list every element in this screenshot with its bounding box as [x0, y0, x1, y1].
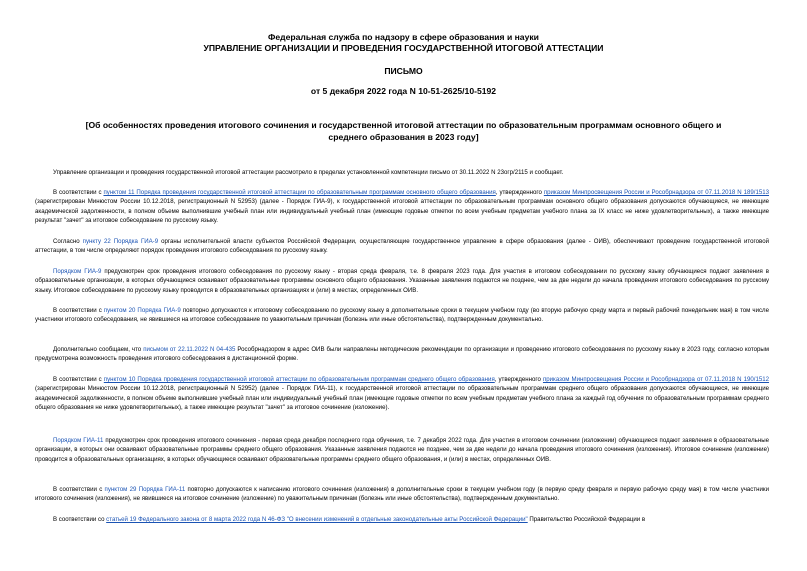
paragraph-text: Рособрнадзором в адрес ОИВ были направлены методические рекомендации по организации и проведению итогового собеседования по русскому языку в 2023 году, согласно которым предусмотрена возможность проведения итогового собеседования в дистанционной форме. — [35, 346, 769, 363]
paragraph-text: предусмотрен срок проведения итогового сочинения - первая среда декабря последнего года обучения, т.е. 7 декабря 2022 года. Для участия в итоговом сочинении (изложении) обучающиеся подают заявления в образовательные организации, в которых они осваивают образовательные программы среднего общего образования. Указанные заявления подаются не позднее, чем за две недели до начала проведения итогового сочинения (изложения). Итоговое сочинение (изложение) проводится в образовательных организациях, в которых обучающиеся осваивают образовательные программы среднего общего образования, и (или) в местах, определенных ОИВ. — [35, 437, 769, 463]
paragraph-text: Дополнительно сообщаем, что — [53, 346, 144, 353]
paragraph-gia11-admission — [35, 375, 769, 413]
link-federal-law-46fz[interactable]: статьей 19 Федерального закона от 8 марта 2022 года N 46-ФЗ "О внесении изменений в отдельные законодательные акты Российской Федерации" — [106, 516, 528, 523]
paragraph-text: В соответствии с — [53, 486, 105, 493]
paragraph-federal-law-46fz — [35, 515, 769, 524]
paragraph-text: Согласно — [53, 238, 83, 245]
department-name: УПРАВЛЕНИЕ ОРГАНИЗАЦИИ И ПРОВЕДЕНИЯ ГОСУДАРСТВЕННОЙ ИТОГОВОЙ АТТЕСТАЦИИ — [203, 43, 604, 53]
link-gia11-order[interactable]: Порядком ГИА-11 — [53, 437, 104, 444]
paragraph-text: В соответствии с — [53, 189, 104, 196]
paragraph-text: повторно допускаются к итоговому собеседованию по русскому языку в дополнительные сроки в текущем учебном году (во вторую рабочую среду марта и первый рабочий понедельник мая) в том числе участники итогового собеседования, не явившиеся на итоговое собеседование по уважительным причинам (болезнь или иные обстоятельства), подтвержденным документально. — [35, 307, 769, 324]
paragraph-text: В соответствии со — [53, 516, 107, 523]
link-gia9-point-22[interactable]: пункту 22 Порядка ГИА-9 — [82, 238, 159, 245]
paragraph-letter-04-435 — [35, 345, 769, 364]
agency-name: Федеральная служба по надзору в сфере образования и науки — [268, 32, 539, 42]
link-gia9-point-11[interactable]: пунктом 11 Порядка проведения государственной итоговой аттестации по образовательным программам основного общего образования — [103, 189, 496, 196]
paragraph-text: (зарегистрирован Минюстом России 10.12.2018, регистрационный N 52952) (далее - Порядок ГИА-11), к государственной итоговой аттестации по образовательным программам среднего общего образования допускаются обучающиеся, не имеющие академической задолженности, в полном объеме выполнившие учебный план или индивидуальный учебный план (имеющие годовые отметки по всем учебным предметам учебного плана за каждый год обучения по образовательным программам среднего общего образования не ниже удовлетворительных), а также имеющие результат "зачет" за итоговое сочинение (изложение). — [35, 385, 769, 412]
paragraph-text: Управление организации и проведения государственной итоговой аттестации рассмотрело в пределах установленной компетенции письмо от 30.11.2022 N 23огр/2115 и сообщает. — [53, 169, 564, 176]
paragraph-gia9-admission — [35, 188, 769, 226]
paragraph-text: органы исполнительной власти субъектов Российской Федерации, осуществляющие государственное управление в сфере образования (далее - ОИВ), обеспечивают проведение государственной итоговой аттестации, в том числе определяют порядок проведения итогового собеседования по русскому языку. — [35, 238, 769, 255]
link-gia11-point-29[interactable]: пунктом 29 Порядка ГИА-11 — [104, 486, 186, 493]
paragraph-text: (зарегистрирован Минюстом России 10.12.2018, регистрационный N 52953) (далее - Порядок ГИА-9), к государственной итоговой аттестации по образовательным программам основного общего образования допускаются обучающиеся, не имеющие академической задолженности, в полном объеме выполнившие учебный план или индивидуальный учебный план (имеющие годовые отметки по всем учебным предметам учебного плана за IX класс не ниже удовлетворительных), а также имеющие результат "зачет" за итоговое собеседование по русскому языку. — [35, 198, 769, 225]
link-letter-04-435[interactable]: письмом от 22.11.2022 N 04-435 — [143, 346, 236, 353]
link-order-190-1512[interactable]: приказом Минпросвещения России и Рособрнадзора от 07.11.2018 N 190/1512 — [542, 376, 770, 383]
paragraph-text: В соответствии с — [53, 376, 104, 383]
paragraph-gia9-additional-dates — [35, 306, 769, 325]
paragraph-text: Правительство Российской Федерации в — [527, 516, 646, 523]
paragraph-text: , утвержденного — [494, 376, 543, 383]
paragraph-gia11-essay-date — [35, 436, 769, 464]
paragraph-text: предусмотрен срок проведения итогового собеседования по русскому языку - вторая среда февраля, т.е. 8 февраля 2023 года. Для участия в итоговом собеседовании по русскому языку обучающиеся подают заявления в образовательные организации, в которых обучающиеся осваивают образовательные программы основного общего образования. Указанные заявления подаются не позднее, чем за две недели до начала проведения итогового собеседования по русскому языку. Итоговое собеседование по русскому языку проводится в образовательных организациях и (или) в местах, определенных ОИВ. — [35, 268, 769, 294]
document-type: ПИСЬМО — [384, 66, 423, 76]
paragraph-gia11-additional-dates — [35, 485, 769, 504]
paragraph-gia9-interview-date — [35, 267, 769, 295]
document-subject: [Об особенностях проведения итогового сочинения и государственной итоговой аттестации по образовательным программам основного общего и среднего образования в 2023 году] — [85, 120, 722, 142]
link-gia9-point-20[interactable]: пунктом 20 Порядка ГИА-9 — [103, 307, 181, 314]
paragraph-text: , утвержденного — [495, 189, 544, 196]
paragraph-text: повторно допускаются к написанию итогового сочинения (изложения) в дополнительные сроки в текущем учебном году (в первую среду февраля и первую рабочую среду мая) в том числе участники итогового сочинения (изложения), не явившиеся на итоговое сочинение (изложение) по уважительным причинам (болезнь или иные обстоятельства), подтвержденным документально. — [35, 486, 769, 503]
document-date-number: от 5 декабря 2022 года N 10-51-2625/10-5192 — [310, 86, 497, 96]
link-gia11-point-10[interactable]: пунктом 10 Порядка проведения государственной итоговой аттестации по образовательным программам среднего общего образования — [103, 376, 495, 383]
paragraph-intro — [35, 168, 769, 177]
paragraph-text: В соответствии с — [53, 307, 104, 314]
paragraph-gia9-oiv — [35, 237, 769, 256]
link-order-189-1513[interactable]: приказом Минпросвещения России и Рособрнадзора от 07.11.2018 N 189/1513 — [543, 189, 770, 196]
link-gia9-order[interactable]: Порядком ГИА-9 — [53, 268, 102, 275]
